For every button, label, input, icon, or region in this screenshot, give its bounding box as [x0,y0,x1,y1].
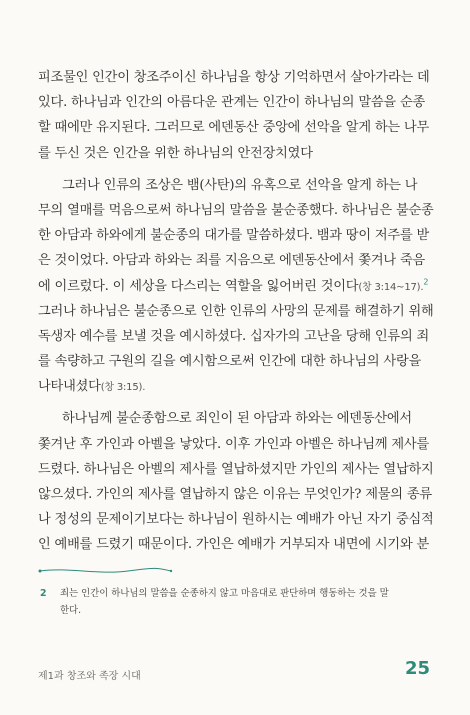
text-line: 무의 열매를 먹음으로써 하나님의 말씀을 불순종했다. 하나님은 불순종 [38,202,434,218]
text-line: 를 두신 것은 인간을 위한 하나님의 안전장치였다 [38,145,313,161]
paragraph-1 [38,65,434,166]
paragraph-3 [38,406,434,557]
text-line [38,374,434,399]
text-line: 한 아담과 하와에게 불순종의 대가를 말씀하셨다. 뱀과 땅이 저주를 받 [38,228,430,244]
text-line: 드렸다. 하나님은 아벨의 제사를 열납하셨지만 가인의 제사는 열납하지 [38,461,434,477]
text-line [38,274,434,299]
text-line: 독생자 예수를 보낼 것을 예시하셨다. 십자가의 고난을 당해 인류의 죄 [38,328,430,344]
text-fragment: 에 이르렀다. 이 세상을 다스리는 역할을 잃어버린 것이다 [38,278,359,294]
text-line: 그러나 하나님은 불순종으로 인한 인류의 사망의 문제를 해결하기 위해 [38,303,434,319]
footnote-text: 한다. [60,604,82,616]
text-line: 를 속량하고 구원의 길을 예시함으로써 인간에 대한 하나님의 사랑을 [38,354,422,370]
footnote [40,586,430,619]
text-line: 인 예배를 드렸기 때문이다. 가인은 예배가 거부되자 내면에 시기와 분 [38,537,430,553]
footnote-number: 2 [40,588,47,599]
text-line: 있다. 하나님과 인간의 아름다운 관계는 인간이 하나님의 말씀을 순종 [38,95,426,111]
text-line: 피조물인 인간이 창조주이신 하나님을 항상 기억하면서 살아가라는 데 [38,70,430,85]
body-text [38,65,434,558]
text-line: 하나님께 불순종함으로 죄인이 된 아담과 하와는 에덴동산에서 [62,411,412,427]
scripture-reference: (창 3:15). [100,382,146,394]
text-line: 쫓겨난 후 가인과 아벨을 낳았다. 이후 가인과 아벨은 하나님께 제사를 [38,436,430,452]
footnote-text: 죄는 인간이 하나님의 말씀을 순종하지 않고 마음대로 판단하며 행동하는 것을 말 [60,588,389,599]
text-line: 나 정성의 문제이기보다는 하나님이 원하시는 예배가 아닌 자기 중심적 [38,512,434,528]
text-line: 할 때에만 유지된다. 그러므로 에덴동산 중앙에 선악을 알게 하는 나무 [38,120,430,136]
paragraph-2 [38,173,434,400]
footnote-marker: 2 [423,277,429,287]
running-head: 제1과 창조와 족장 시대 [38,671,141,682]
text-fragment: 나타내셨다 [38,379,101,395]
text-line: 그러나 인류의 조상은 뱀(사탄)의 유혹으로 선악을 알게 하는 나 [62,177,418,193]
footnote-divider-ornament [38,566,173,576]
text-line: 은 것이었다. 아담과 하와는 죄를 지음으로 에덴동산에서 쫓겨나 죽음 [38,253,426,269]
text-line: 않으셨다. 가인의 제사를 열납하지 않은 이유는 무엇인가? 제물의 종류 [38,487,432,502]
scripture-reference: (창 3:14~17). [358,281,424,293]
page-number: 25 [404,658,430,679]
